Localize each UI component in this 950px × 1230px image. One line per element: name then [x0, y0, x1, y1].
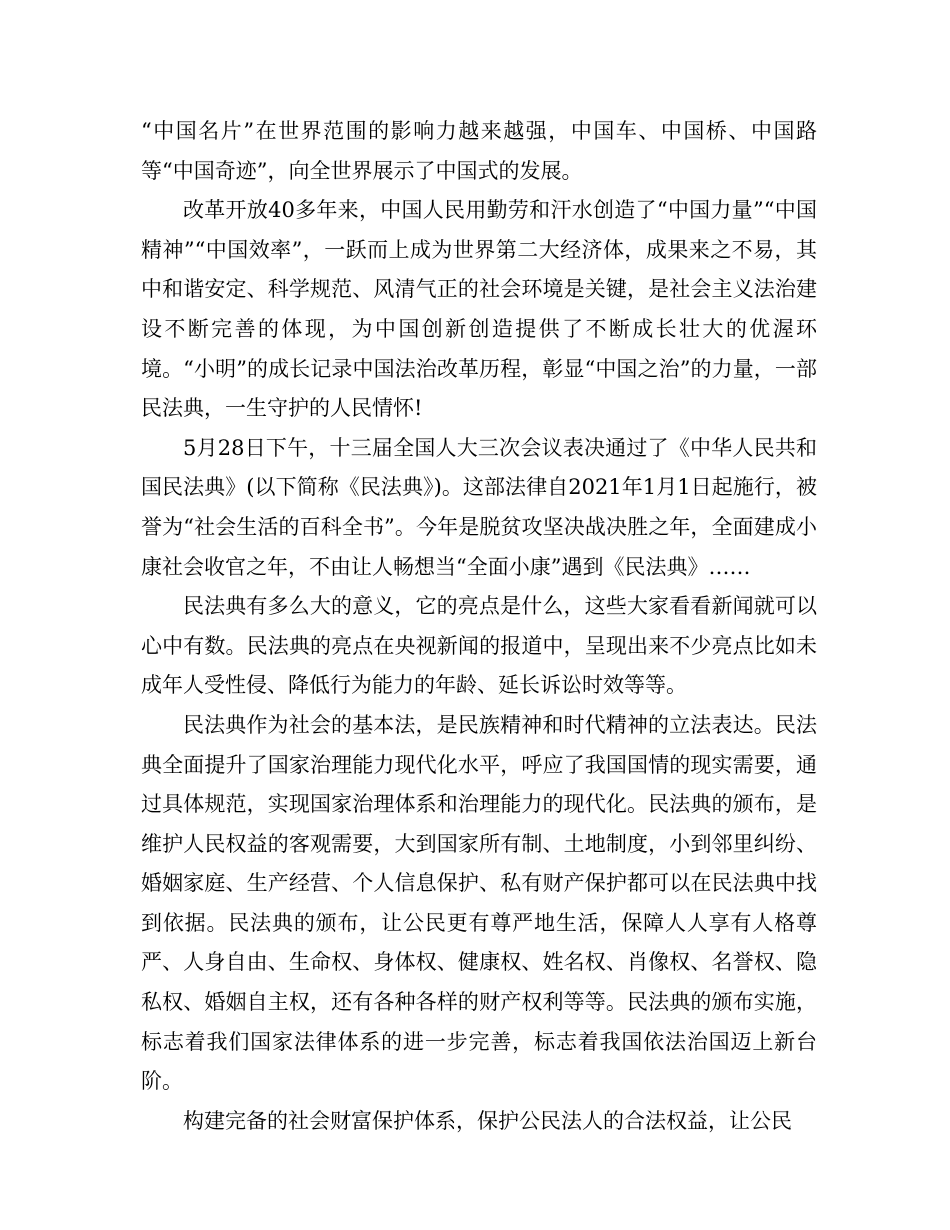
- paragraph-5: 民法典作为社会的基本法，是民族精神和时代精神的立法表达。民法典全面提升了国家治理能力现代化水平，呼应了我国国情的现实需要，通过具体规范，实现国家治理体系和治理能力的现代化。民法典的颁布，是维护人民权益的客观需要，大到国家所有制、土地制度，小到邻里纠纷、婚姻家庭、生产经营、个人信息保护、私有财产保护都可以在民法典中找到依据。民法典的颁布，让公民更有尊严地生活，保障人人享有人格尊严、人身自由、生命权、身体权、健康权、姓名权、肖像权、名誉权、隐私权、婚姻自主权，还有各种各样的财产权利等等。民法典的颁布实施，标志着我们国家法律体系的进一步完善，标志着我国依法治国迈上新台阶。: [141, 712, 817, 1094]
- document-body: [141, 112, 817, 1141]
- paragraph-4: 民法典有多么大的意义，它的亮点是什么，这些大家看看新闻就可以心中有数。民法典的亮点在央视新闻的报道中，呈现出来不少亮点比如未成年人受性侵、降低行为能力的年龄、延长诉讼时效等等。: [141, 594, 817, 698]
- paragraph-6: 构建完备的社会财富保护体系，保护公民法人的合法权益，让公民: [183, 1108, 792, 1133]
- paragraph-3: 5月28日下午，十三届全国人大三次会议表决通过了《中华人民共和国民法典》(以下简称《民法典》)。这部法律自2021年1月1日起施行，被誉为“社会生活的百科全书”。今年是脱贫攻坚决战决胜之年，全面建成小康社会收官之年，不由让人畅想当“全面小康”遇到《民法典》……: [141, 435, 817, 579]
- paragraph-1: “中国名片”在世界范围的影响力越来越强，中国车、中国桥、中国路等“中国奇迹”，向全世界展示了中国式的发展。: [141, 119, 817, 183]
- paragraph-2: 改革开放40多年来，中国人民用勤劳和汗水创造了“中国力量”“中国精神”“中国效率”，一跃而上成为世界第二大经济体，成果来之不易，其中和谐安定、科学规范、风清气正的社会环境是关键，是社会主义法治建设不断完善的体现，为中国创新创造提供了不断成长壮大的优渥环境。“小明”的成长记录中国法治改革历程，彰显“中国之治”的力量，一部民法典，一生守护的人民情怀!: [141, 198, 817, 421]
